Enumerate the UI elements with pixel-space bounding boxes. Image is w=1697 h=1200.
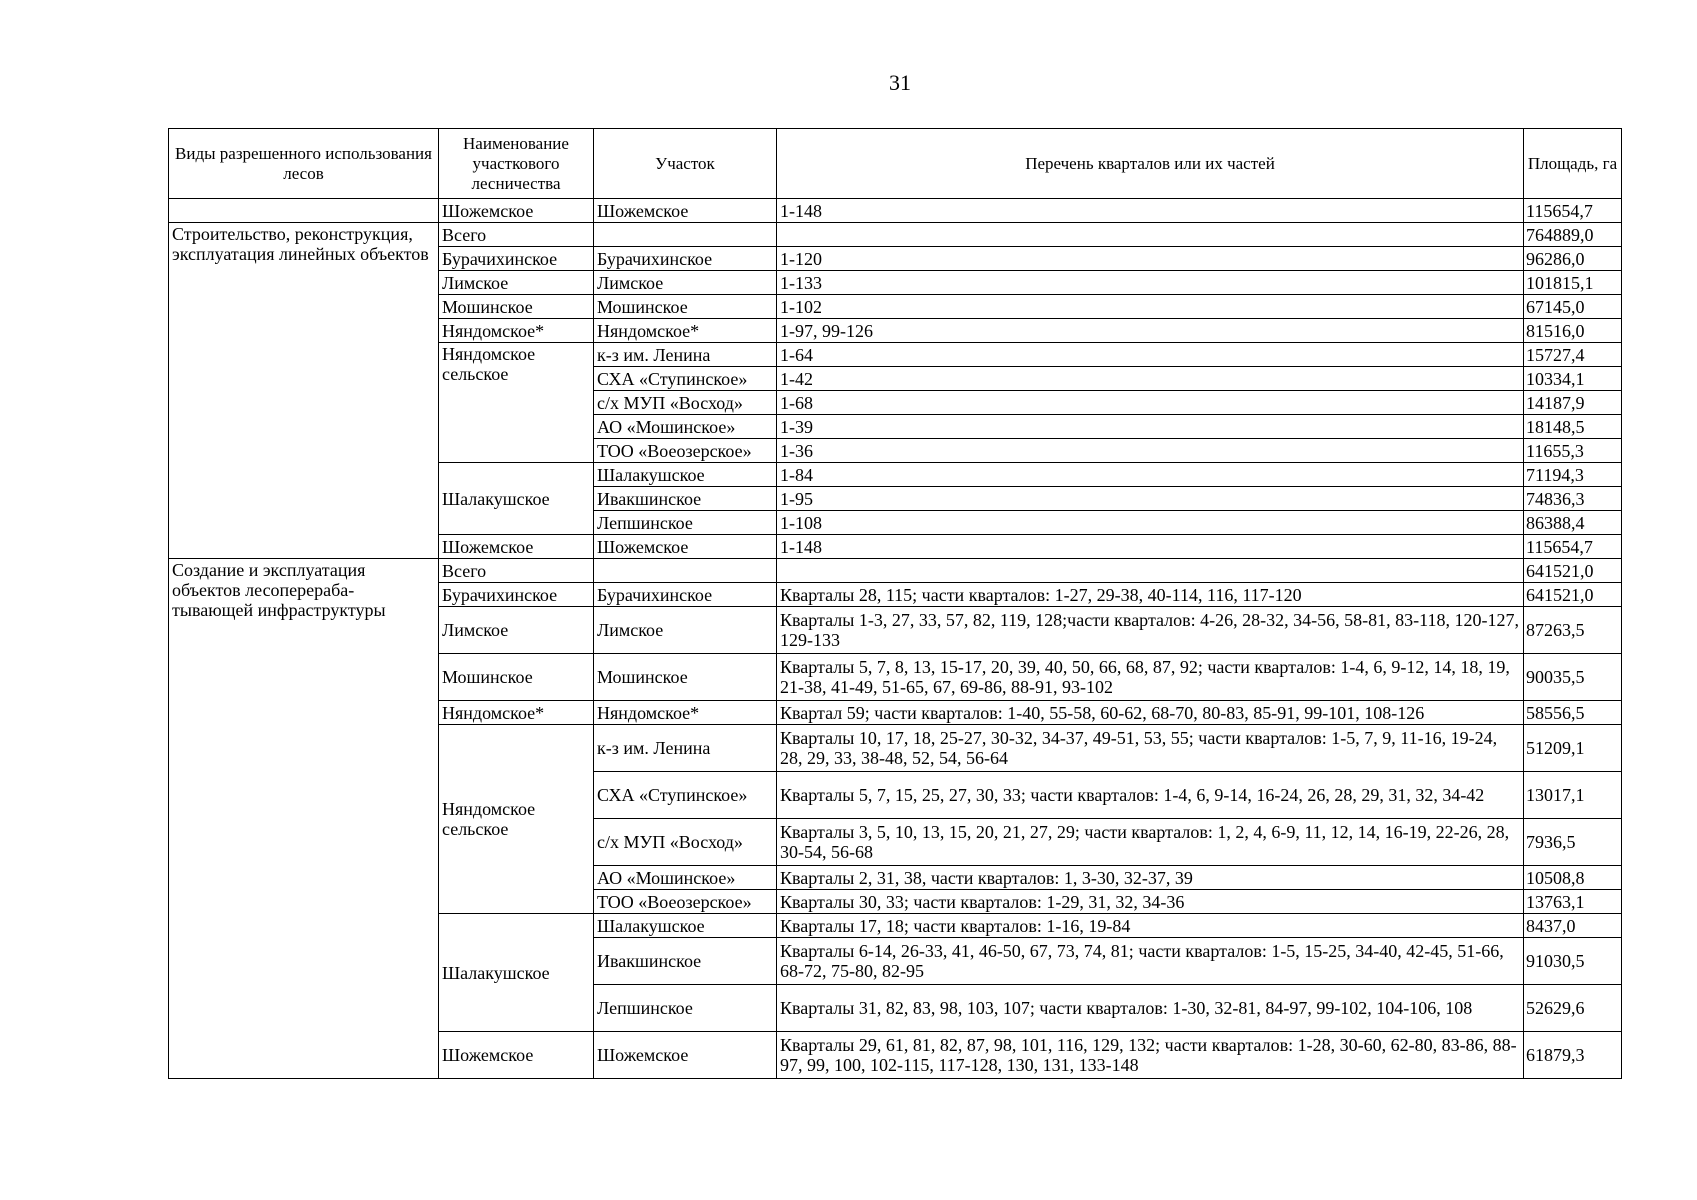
section-cell: к-з им. Ленина (594, 725, 777, 772)
quarters-cell: Кварталы 1-3, 27, 33, 57, 82, 119, 128;части кварталов: 4-26, 28-32, 34-56, 58-81, 83-118, 120-127, 129-133 (777, 607, 1524, 654)
district-cell: Шалакушское (439, 914, 594, 1032)
area-cell: 71194,3 (1524, 463, 1622, 487)
area-cell: 641521,0 (1524, 559, 1622, 583)
area-cell: 18148,5 (1524, 415, 1622, 439)
quarters-cell: Кварталы 5, 7, 8, 13, 15-17, 20, 39, 40, 50, 66, 68, 87, 92; части кварталов: 1-4, 6, 9-12, 14, 18, 19, 21-38, 41-49, 51-65, 67, 69-86, 88-91, 93-102 (777, 654, 1524, 701)
area-cell: 101815,1 (1524, 271, 1622, 295)
district-cell: Шожемское (439, 199, 594, 223)
section-cell: с/х МУП «Восход» (594, 819, 777, 866)
area-cell: 641521,0 (1524, 583, 1622, 607)
section-cell: с/х МУП «Восход» (594, 391, 777, 415)
quarters-cell: Кварталы 2, 31, 38, части кварталов: 1, 3-30, 32-37, 39 (777, 866, 1524, 890)
area-cell: 7936,5 (1524, 819, 1622, 866)
area-cell: 10334,1 (1524, 367, 1622, 391)
area-cell: 13763,1 (1524, 890, 1622, 914)
district-cell: Няндомское* (439, 319, 594, 343)
section-cell: Лимское (594, 271, 777, 295)
district-cell: Мошинское (439, 295, 594, 319)
area-cell: 86388,4 (1524, 511, 1622, 535)
area-cell: 8437,0 (1524, 914, 1622, 938)
quarters-cell: 1-133 (777, 271, 1524, 295)
section-cell: Шожемское (594, 199, 777, 223)
area-cell: 67145,0 (1524, 295, 1622, 319)
header-use-type: Виды разрешенного использования лесов (169, 129, 439, 199)
area-cell: 10508,8 (1524, 866, 1622, 890)
district-cell: Всего (439, 223, 594, 247)
area-cell: 13017,1 (1524, 772, 1622, 819)
section-cell: Ивакшинское (594, 938, 777, 985)
district-cell: Всего (439, 559, 594, 583)
quarters-cell: 1-108 (777, 511, 1524, 535)
area-cell: 14187,9 (1524, 391, 1622, 415)
area-cell: 61879,3 (1524, 1032, 1622, 1079)
area-cell: 115654,7 (1524, 199, 1622, 223)
section-cell: Лимское (594, 607, 777, 654)
district-cell: Бурачихинское (439, 583, 594, 607)
section-cell: Няндомское* (594, 701, 777, 725)
section-cell (594, 559, 777, 583)
area-cell: 58556,5 (1524, 701, 1622, 725)
quarters-cell: 1-39 (777, 415, 1524, 439)
district-cell: Лимское (439, 607, 594, 654)
district-cell: Няндомское сельское (439, 343, 594, 463)
use-type-cell: Создание и эксплуатация объектов лесоперераба-тывающей инфраструктуры (169, 559, 439, 1079)
quarters-cell: Кварталы 29, 61, 81, 82, 87, 98, 101, 116, 129, 132; части кварталов: 1-28, 30-60, 62-80, 83-86, 88-97, 99, 100, 102-115, 117-128, 130, 131, 133-148 (777, 1032, 1524, 1079)
district-cell: Няндомское* (439, 701, 594, 725)
district-cell: Лимское (439, 271, 594, 295)
section-cell: СХА «Ступинское» (594, 367, 777, 391)
area-cell: 51209,1 (1524, 725, 1622, 772)
quarters-cell: Кварталы 31, 82, 83, 98, 103, 107; части кварталов: 1-30, 32-81, 84-97, 99-102, 104-106, 108 (777, 985, 1524, 1032)
quarters-cell: 1-148 (777, 199, 1524, 223)
quarters-cell (777, 223, 1524, 247)
quarters-cell: 1-36 (777, 439, 1524, 463)
quarters-cell: 1-97, 99-126 (777, 319, 1524, 343)
quarters-cell: Кварталы 3, 5, 10, 13, 15, 20, 21, 27, 29; части кварталов: 1, 2, 4, 6-9, 11, 12, 14, 16-19, 22-26, 28, 30-54, 56-68 (777, 819, 1524, 866)
section-cell: Лепшинское (594, 511, 777, 535)
district-cell: Мошинское (439, 654, 594, 701)
section-cell: ТОО «Воеозерское» (594, 890, 777, 914)
section-cell: Мошинское (594, 295, 777, 319)
section-cell: Шожемское (594, 1032, 777, 1079)
area-cell: 87263,5 (1524, 607, 1622, 654)
quarters-cell: 1-95 (777, 487, 1524, 511)
area-cell: 90035,5 (1524, 654, 1622, 701)
page-number: 31 (889, 70, 911, 95)
section-cell: Ивакшинское (594, 487, 777, 511)
quarters-cell: Кварталы 28, 115; части кварталов: 1-27, 29-38, 40-114, 116, 117-120 (777, 583, 1524, 607)
quarters-cell: 1-102 (777, 295, 1524, 319)
quarters-cell: 1-42 (777, 367, 1524, 391)
area-cell: 15727,4 (1524, 343, 1622, 367)
section-cell: Шалакушское (594, 914, 777, 938)
quarters-cell: 1-84 (777, 463, 1524, 487)
section-cell: Няндомское* (594, 319, 777, 343)
district-cell: Няндомское сельское (439, 725, 594, 914)
quarters-cell: 1-68 (777, 391, 1524, 415)
quarters-cell: Кварталы 17, 18; части кварталов: 1-16, 19-84 (777, 914, 1524, 938)
quarters-cell: Кварталы 5, 7, 15, 25, 27, 30, 33; части кварталов: 1-4, 6, 9-14, 16-24, 26, 28, 29, 31, 32, 34-42 (777, 772, 1524, 819)
use-type-cell: Строительство, реконструкция, эксплуатация линейных объектов (169, 223, 439, 559)
header-district: Наименование участкового лесничества (439, 129, 594, 199)
header-row (169, 129, 1622, 199)
district-cell: Шожемское (439, 1032, 594, 1079)
section-cell: к-з им. Ленина (594, 343, 777, 367)
area-cell: 96286,0 (1524, 247, 1622, 271)
forest-use-table (168, 128, 1622, 1079)
area-cell: 11655,3 (1524, 439, 1622, 463)
section-cell: ТОО «Воеозерское» (594, 439, 777, 463)
table-row (169, 223, 1622, 247)
district-cell: Шалакушское (439, 463, 594, 535)
table-row (169, 559, 1622, 583)
quarters-cell: Кварталы 10, 17, 18, 25-27, 30-32, 34-37, 49-51, 53, 55; части кварталов: 1-5, 7, 9, 11-16, 19-24, 28, 29, 33, 38-48, 52, 54, 56-64 (777, 725, 1524, 772)
section-cell: СХА «Ступинское» (594, 772, 777, 819)
quarters-cell: 1-120 (777, 247, 1524, 271)
section-cell: Шожемское (594, 535, 777, 559)
section-cell: АО «Мошинское» (594, 866, 777, 890)
table-row (169, 199, 1622, 223)
use-type-cell (169, 199, 439, 223)
section-cell: Мошинское (594, 654, 777, 701)
quarters-cell: Квартал 59; части кварталов: 1-40, 55-58, 60-62, 68-70, 80-83, 85-91, 99-101, 108-126 (777, 701, 1524, 725)
section-cell: Шалакушское (594, 463, 777, 487)
quarters-cell: 1-64 (777, 343, 1524, 367)
area-cell: 91030,5 (1524, 938, 1622, 985)
section-cell: Бурачихинское (594, 247, 777, 271)
quarters-cell: 1-148 (777, 535, 1524, 559)
area-cell: 74836,3 (1524, 487, 1622, 511)
header-quarters: Перечень кварталов или их частей (777, 129, 1524, 199)
header-area: Площадь, га (1524, 129, 1622, 199)
district-cell: Бурачихинское (439, 247, 594, 271)
quarters-cell: Кварталы 30, 33; части кварталов: 1-29, 31, 32, 34-36 (777, 890, 1524, 914)
area-cell: 81516,0 (1524, 319, 1622, 343)
area-cell: 764889,0 (1524, 223, 1622, 247)
quarters-cell (777, 559, 1524, 583)
area-cell: 115654,7 (1524, 535, 1622, 559)
section-cell (594, 223, 777, 247)
header-section: Участок (594, 129, 777, 199)
district-cell: Шожемское (439, 535, 594, 559)
section-cell: АО «Мошинское» (594, 415, 777, 439)
area-cell: 52629,6 (1524, 985, 1622, 1032)
quarters-cell: Кварталы 6-14, 26-33, 41, 46-50, 67, 73, 74, 81; части кварталов: 1-5, 15-25, 34-40, 42-45, 51-66, 68-72, 75-80, 82-95 (777, 938, 1524, 985)
section-cell: Бурачихинское (594, 583, 777, 607)
section-cell: Лепшинское (594, 985, 777, 1032)
